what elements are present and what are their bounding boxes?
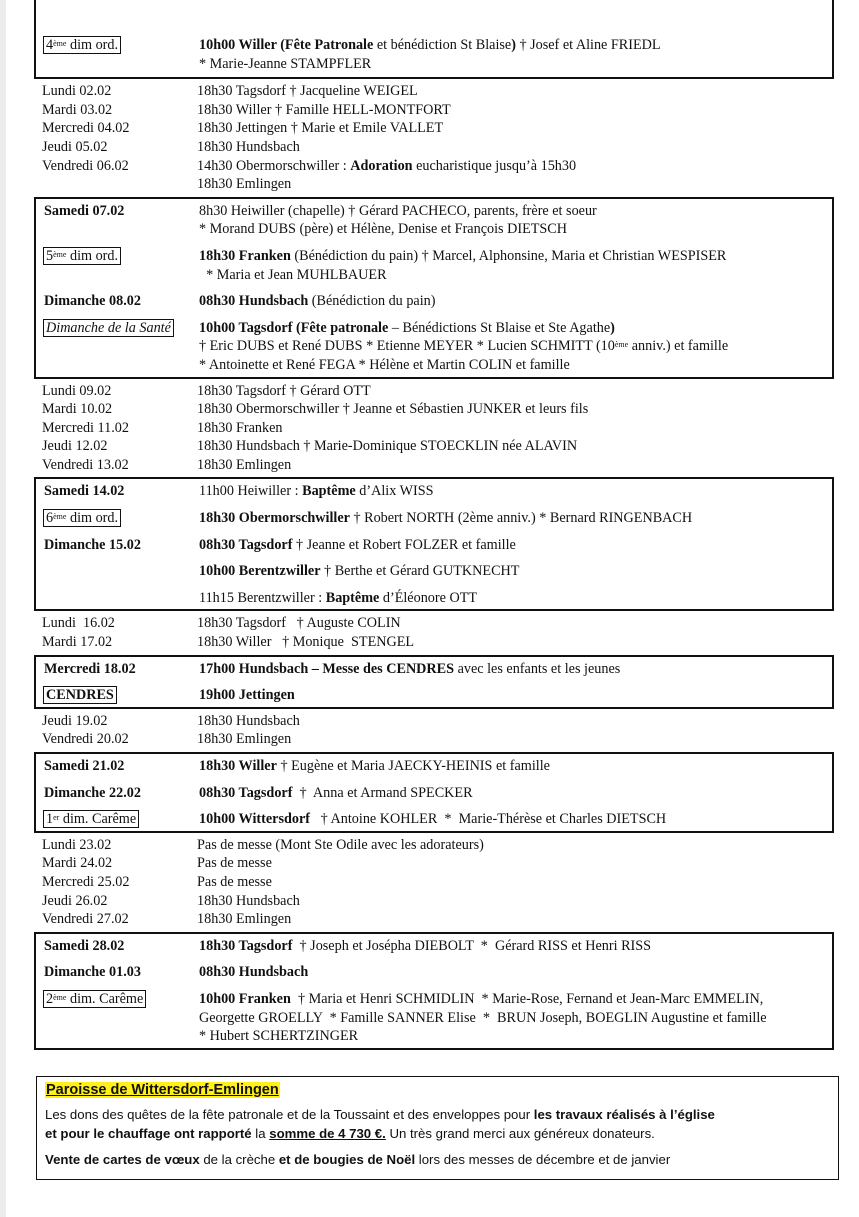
schedule-row: 1er dim. Carême 10h00 Wittersdorf † Antoine KOHLER * Marie-Thérèse et Charles DIETSCH: [36, 810, 832, 829]
schedule-row: Dimanche 22.02 08h30 Tagsdorf † Anna et Armand SPECKER: [44, 784, 473, 801]
schedule-row: Samedi 07.02 8h30 Heiwiller (chapelle) † Gérard PACHECO, parents, frère et soeur * Morand DUBS (père) et Hélène, Denise et François DIETSCH: [44, 202, 597, 238]
mass-entry: 10h00 Willer (Fête Patronale et bénédiction St Blaise) † Josef et Aline FRIEDL * Marie-Jeanne STAMPFLER: [199, 37, 661, 72]
announcement-paragraph: Les dons des quêtes de la fête patronale et de la Toussaint et des enveloppes pour les travaux réalisés à l’église et pour le chauffage ont rapporté la somme de 4 730 €. Un très grand merci aux généreux donateurs.: [45, 1107, 715, 1141]
schedule-row: Mercredi 11.02 18h30 Franken: [42, 419, 283, 436]
schedule-row: Mercredi 18.02 17h00 Hundsbach – Messe des CENDRES avec les enfants et les jeunes: [44, 660, 621, 677]
schedule-row: [36, 36, 832, 73]
schedule-row: Samedi 14.02 11h00 Heiwiller : Baptême d’Alix WISS: [44, 483, 434, 500]
schedule-row: Dimanche de la Santé 10h00 Tagsdorf (Fête patronale – Bénédictions St Blaise et Ste Agathe) † Eric DUBS et René DUBS * Etienne MEYER * Lucien SCHMITT (10ème anniv.) et famille * Antoinette et René FEGA * Hélène et Martin COLIN et famille: [36, 319, 832, 375]
schedule-row: Mardi 24.02 Pas de messe: [42, 855, 272, 872]
schedule-row: Jeudi 05.02 18h30 Hundsbach: [42, 138, 300, 155]
schedule-row: 2ème dim. Carême 10h00 Franken † Maria et Henri SCHMIDLIN * Marie-Rose, Fernand et Jean-Marc EMMELIN, Georgette GROELLY * Famille SANNER Elise * BRUN Joseph, BOEGLIN Augustine et famille * Hubert SCHERTZINGER: [36, 990, 832, 1046]
schedule-row: Mardi 17.02 18h30 Willer † Monique STENGEL: [42, 634, 415, 651]
schedule-row: Dimanche 15.02 08h30 Tagsdorf † Jeanne et Robert FOLZER et famille: [44, 536, 516, 553]
weekend-block-07-08: [34, 197, 834, 379]
schedule-row: Jeudi 26.02 18h30 Hundsbach: [42, 892, 300, 909]
schedule-row: Jeudi 12.02 18h30 Hundsbach † Marie-Dominique STOECKLIN née ALAVIN: [42, 438, 578, 455]
liturgical-sunday-tag: 1er dim. Carême: [43, 810, 139, 828]
schedule-row: 10h00 Berentzwiller † Berthe et Gérard GUTKNECHT: [199, 563, 520, 580]
weekend-block-4eme-dim: [34, 0, 834, 79]
announcement-title: Paroisse de Wittersdorf-Emlingen: [46, 1082, 279, 1098]
liturgical-sunday-tag: 6ème dim ord.: [43, 509, 121, 527]
schedule-row: CENDRES 19h00 Jettingen: [36, 686, 832, 705]
schedule-row: Dimanche 01.03 08h30 Hundsbach: [44, 964, 309, 981]
schedule-row: 11h15 Berentzwiller : Baptême d’Éléonore OTT: [199, 589, 478, 606]
schedule-row: Mercredi 25.02 Pas de messe: [42, 873, 272, 890]
liturgical-sunday-tag: 4ème dim ord.: [43, 36, 121, 54]
schedule-row: 5ème dim ord. 18h30 Franken (Bénédiction du pain) † Marcel, Alphonsine, Maria et Christian WESPISER * Maria et Jean MUHLBAUER: [36, 247, 832, 284]
schedule-row: Vendredi 13.02 18h30 Emlingen: [42, 456, 292, 473]
weekend-block-28-01: [34, 932, 834, 1050]
schedule-row: Mercredi 04.02 18h30 Jettingen † Marie et Emile VALLET: [42, 120, 444, 137]
liturgical-sunday-tag: 5ème dim ord.: [43, 247, 121, 265]
schedule-row: Lundi 02.02 18h30 Tagsdorf † Jacqueline WEIGEL: [42, 83, 418, 100]
schedule-row: Vendredi 06.02 14h30 Obermorschwiller : Adoration eucharistique jusqu’à 15h30: [42, 157, 577, 174]
schedule-row: 6ème dim ord. 18h30 Obermorschwiller † Robert NORTH (2ème anniv.) * Bernard RINGENBACH: [36, 509, 832, 528]
schedule-row: Dimanche 08.02 08h30 Hundsbach (Bénédiction du pain): [44, 293, 436, 310]
page-left-gutter: [0, 0, 6, 1217]
announcement-paragraph: Vente de cartes de vœux de la crèche et de bougies de Noël lors des messes de décembre et de janvier: [45, 1152, 671, 1167]
schedule-row: Lundi 23.02 Pas de messe (Mont Ste Odile avec les adorateurs): [42, 836, 484, 853]
weekday-block-19-20: [34, 709, 834, 752]
schedule-row: Mardi 10.02 18h30 Obermorschwiller † Jeanne et Sébastien JUNKER et leurs fils: [42, 401, 589, 418]
schedule-row: 18h30 Emlingen: [197, 176, 292, 193]
schedule-row: Vendredi 20.02 18h30 Emlingen: [42, 731, 292, 748]
liturgical-sunday-tag: Dimanche de la Santé: [43, 319, 174, 337]
weekend-block-21-22: [34, 752, 834, 833]
weekday-block-16-17: [34, 611, 834, 654]
liturgical-day-tag: CENDRES: [43, 686, 117, 704]
weekday-block-02-06: [34, 79, 834, 197]
ash-wednesday-block: [34, 655, 834, 709]
schedule-row: Samedi 28.02 18h30 Tagsdorf † Joseph et Josépha DIEBOLT * Gérard RISS et Henri RISS: [44, 937, 652, 954]
schedule-row: Lundi 09.02 18h30 Tagsdorf † Gérard OTT: [42, 382, 371, 399]
weekend-block-14-15: [34, 477, 834, 611]
liturgical-sunday-tag: 2ème dim. Carême: [43, 990, 146, 1008]
mass-schedule: [34, 0, 834, 1050]
schedule-row: Jeudi 19.02 18h30 Hundsbach: [42, 712, 300, 729]
parish-announcement: [36, 1076, 839, 1180]
schedule-row: Mardi 03.02 18h30 Willer † Famille HELL-MONTFORT: [42, 101, 451, 118]
schedule-row: Samedi 21.02 18h30 Willer † Eugène et Maria JAECKY-HEINIS et famille: [44, 758, 550, 774]
schedule-row: Vendredi 27.02 18h30 Emlingen: [42, 911, 292, 928]
weekday-block-23-27: [34, 833, 834, 932]
schedule-row: Lundi 16.02 18h30 Tagsdorf † Auguste COLIN: [42, 615, 401, 632]
weekday-block-09-13: [34, 379, 834, 478]
